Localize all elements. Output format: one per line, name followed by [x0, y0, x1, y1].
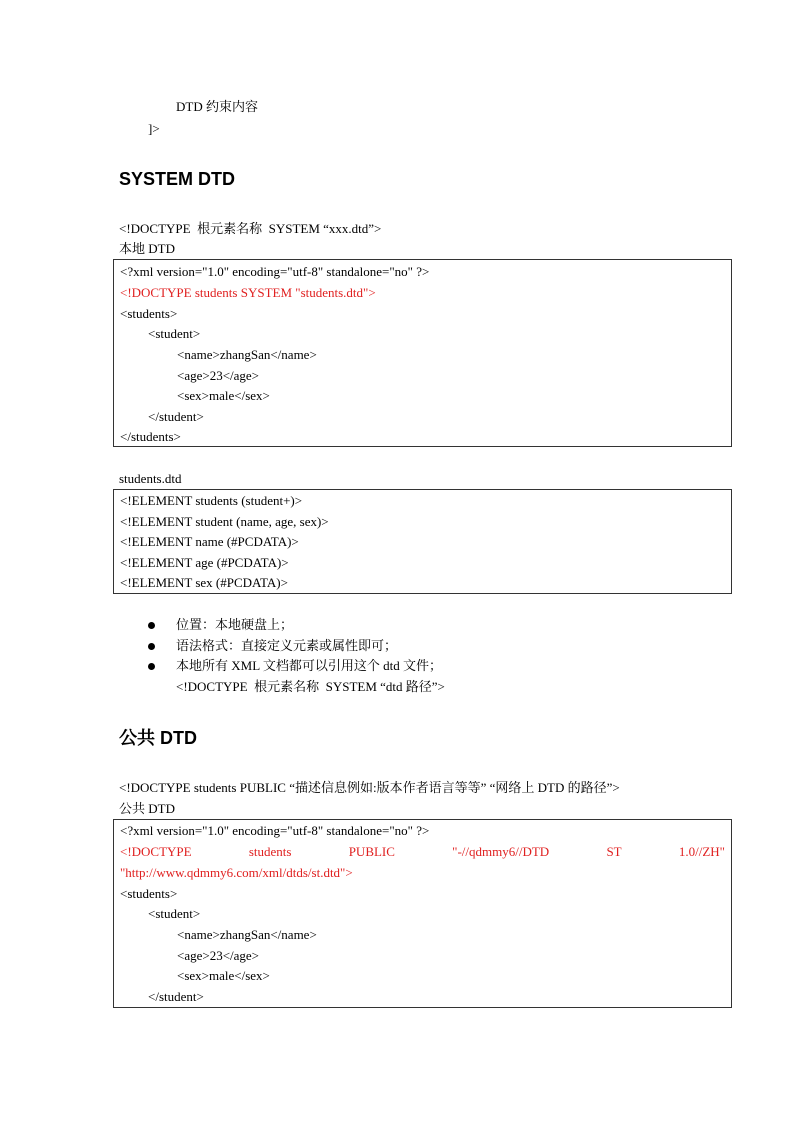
element-students-line: <!ELEMENT students (student+)> [120, 493, 303, 508]
student-open-line: <student> [148, 906, 201, 921]
doctype-token: 1.0//ZH" [678, 844, 725, 859]
local-dtd-caption: 本地 DTD [119, 241, 175, 256]
students-open-line: <students> [120, 306, 178, 321]
doctype-system-line: <!DOCTYPE students SYSTEM "students.dtd"> [120, 285, 376, 300]
bullet-location: 位置：本地硬盘上； [176, 617, 294, 632]
local-xml-code-box [113, 259, 732, 447]
student-close-line: </student> [148, 989, 204, 1004]
bullet-dot-icon [148, 663, 155, 670]
public-dtd-caption: 公共 DTD [119, 801, 175, 816]
system-syntax-line: <!DOCTYPE 根元素名称 SYSTEM “xxx.dtd”> [119, 221, 382, 236]
sex-element-line: <sex>male</sex> [177, 388, 270, 403]
element-sex-line: <!ELEMENT sex (#PCDATA)> [120, 575, 288, 590]
element-name-line: <!ELEMENT name (#PCDATA)> [120, 534, 299, 549]
doctype-url-line: "http://www.qdmmy6.com/xml/dtds/st.dtd"> [120, 865, 353, 880]
dtd-content-text: DTD 约束内容 [176, 99, 258, 114]
doctype-token: students [248, 844, 292, 859]
bullet-syntax-format: 语法格式：直接定义元素或属性即可； [176, 638, 398, 653]
age-element-line: <age>23</age> [177, 368, 260, 383]
doctype-token: ST [606, 844, 622, 859]
name-element-line: <name>zhangSan</name> [177, 927, 317, 942]
public-xml-code-box [113, 819, 732, 1008]
bullet-reference: 本地所有 XML 文档都可以引用这个 dtd 文件； [176, 658, 443, 673]
doctype-token: "-//qdmmy6//DTD [452, 844, 550, 859]
student-open-line: <student> [148, 326, 201, 341]
element-age-line: <!ELEMENT age (#PCDATA)> [120, 555, 289, 570]
doctype-token: PUBLIC [348, 844, 395, 859]
bullet-doctype-example: <!DOCTYPE 根元素名称 SYSTEM “dtd 路径”> [176, 679, 445, 694]
dtd-close-bracket: ]> [148, 121, 160, 136]
name-element-line: <name>zhangSan</name> [177, 347, 317, 362]
student-close-line: </student> [148, 409, 204, 424]
students-open-line: <students> [120, 886, 178, 901]
public-syntax-line: <!DOCTYPE students PUBLIC “描述信息例如:版本作者语言等等” “网络上 DTD 的路径”> [119, 780, 620, 795]
students-close-line: </students> [120, 429, 181, 444]
students-dtd-caption: students.dtd [119, 471, 182, 486]
xml-declaration-line: <?xml version="1.0" encoding="utf-8" standalone="no" ?> [120, 264, 430, 279]
element-student-line: <!ELEMENT student (name, age, sex)> [120, 514, 329, 529]
sex-element-line: <sex>male</sex> [177, 968, 270, 983]
bullet-dot-icon [148, 643, 155, 650]
doctype-public-line [120, 842, 725, 862]
system-dtd-heading: SYSTEM DTD [119, 169, 236, 189]
bullet-dot-icon [148, 622, 155, 629]
xml-declaration-line: <?xml version="1.0" encoding="utf-8" standalone="no" ?> [120, 823, 430, 838]
dtd-code-box [113, 489, 732, 594]
public-dtd-heading: 公共 DTD [119, 728, 197, 748]
age-element-line: <age>23</age> [177, 948, 260, 963]
doctype-token: <!DOCTYPE [120, 844, 192, 859]
